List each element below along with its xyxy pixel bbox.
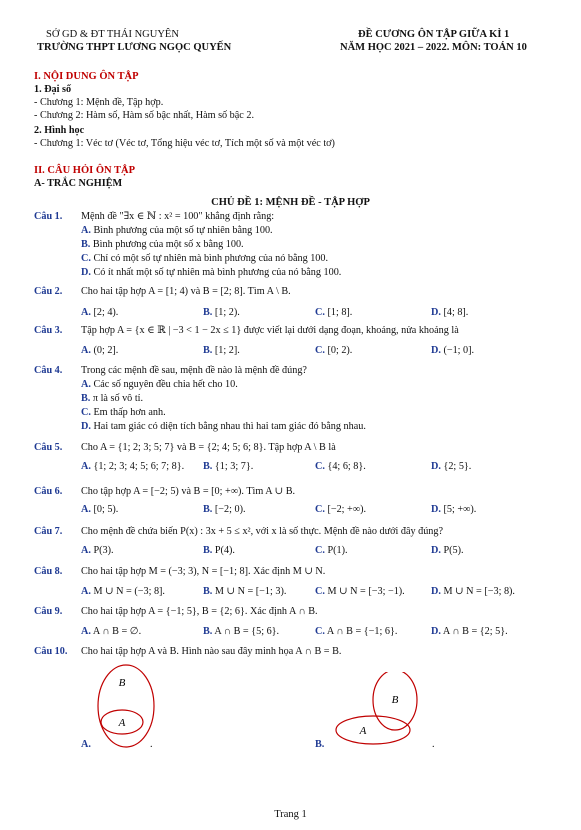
venn-label-inner: A <box>359 725 367 737</box>
option-letter: B. <box>203 586 213 597</box>
option-letter: A. <box>81 345 91 356</box>
option-text: (−1; 0]. <box>443 345 475 356</box>
question-text: Tập hợp A = {x ∈ ℝ | −3 < 1 − 2x ≤ 1} được viết lại dưới dạng đoạn, khoảng, nửa khoảng là <box>81 325 459 336</box>
part-heading: A- TRẮC NGHIỆM <box>34 178 123 189</box>
option-text: M ∪ N = [−1; 3). <box>214 586 287 597</box>
option-letter: B. <box>81 393 91 404</box>
option-text: [1; 2). <box>214 307 240 318</box>
option-letter: D. <box>431 504 441 515</box>
option-text: P(5). <box>443 545 464 556</box>
question-text: Cho mệnh đề chứa biến P(x) : 3x + 5 ≤ x², với x là số thực. Mệnh đề nào dưới đây đúng? <box>81 526 444 537</box>
option-d <box>431 504 476 517</box>
option-b-text: . <box>432 739 435 750</box>
topic-title: CHỦ ĐỀ 1: MỆNH ĐỀ - TẬP HỢP <box>211 197 370 208</box>
question-label: Câu 10. <box>34 646 68 657</box>
option-letter: B. <box>203 461 213 472</box>
page-number: Trang 1 <box>274 809 307 820</box>
option-text: π là số vô tỉ. <box>92 393 144 404</box>
option-letter: D. <box>81 421 91 432</box>
option-letter: A. <box>81 307 91 318</box>
option-a <box>81 739 91 752</box>
option-letter: B. <box>203 345 213 356</box>
option-d <box>431 307 468 320</box>
option-text: [0; 2). <box>327 345 353 356</box>
option-text: [1; 8]. <box>327 307 353 318</box>
option-row <box>81 407 166 420</box>
venn-label-outer: B <box>391 694 399 706</box>
option-text: [1; 2]. <box>214 345 240 356</box>
option-a <box>81 461 184 474</box>
option-letter: C. <box>315 461 325 472</box>
option-letter: D. <box>81 267 91 278</box>
option-letter: C. <box>315 586 325 597</box>
question-text: Mệnh đề "∃x ∈ ℕ : x² = 100" khẳng định rằng: <box>81 211 275 222</box>
question-text: Cho hai tập hợp M = (−3; 3), N = [−1; 8]. Xác định M ∪ N. <box>81 566 326 577</box>
venn-label-inner: A <box>118 717 126 729</box>
option-letter: D. <box>431 545 441 556</box>
question-text: Cho hai tập hợp A và B. Hình nào sau đây minh họa A ∩ B = B. <box>81 646 342 657</box>
option-text: Có ít nhất một số tự nhiên mà bình phương của nó bằng 100. <box>93 267 342 278</box>
option-text: A ∩ B = {2; 5}. <box>442 626 508 637</box>
option-text: Hai tam giác có diện tích bằng nhau thì hai tam giác đó bằng nhau. <box>93 421 366 432</box>
option-letter: D. <box>431 345 441 356</box>
option-letter: A. <box>81 504 91 515</box>
option-text: [4; 8]. <box>443 307 469 318</box>
option-row <box>81 379 238 392</box>
question-text: Trong các mệnh đề sau, mệnh đề nào là mệnh đề đúng? <box>81 365 307 376</box>
algebra-heading: 1. Đại số <box>34 84 72 95</box>
option-b <box>203 586 286 599</box>
option-text: Bình phương của một số x bằng 100. <box>92 239 244 250</box>
document-title: ĐỀ CƯƠNG ÔN TẬP GIỮA KÌ 1 <box>358 29 510 40</box>
school-name: TRƯỜNG THPT LƯƠNG NGỌC QUYẾN <box>37 42 232 53</box>
question-label: Câu 5. <box>34 442 63 453</box>
option-text: {2; 5}. <box>443 461 472 472</box>
option-text: {1; 3; 7}. <box>214 461 254 472</box>
question-label: Câu 7. <box>34 526 63 537</box>
option-text: {1; 2; 3; 4; 5; 6; 7; 8}. <box>93 461 185 472</box>
option-b <box>203 307 240 320</box>
option-text: A ∩ B = ∅. <box>92 626 142 637</box>
venn-label-outer: B <box>118 677 126 689</box>
option-letter: B. <box>81 239 91 250</box>
question-label: Câu 6. <box>34 486 63 497</box>
option-a <box>81 504 118 517</box>
option-text: P(4). <box>214 545 235 556</box>
option-row <box>81 393 143 406</box>
option-text: P(3). <box>93 545 114 556</box>
option-text: P(1). <box>327 545 348 556</box>
option-letter: C. <box>81 253 91 264</box>
option-letter: A. <box>81 545 91 556</box>
algebra-item: - Chương 2: Hàm số, Hàm số bậc nhất, Hàm số bậc 2. <box>34 110 254 121</box>
option-b <box>203 626 279 639</box>
option-a <box>81 545 114 558</box>
option-a <box>81 626 141 639</box>
option-c <box>315 345 352 358</box>
option-letter: C. <box>81 407 91 418</box>
option-letter: C. <box>315 626 325 637</box>
option-c <box>315 626 397 639</box>
option-letter: D. <box>431 626 441 637</box>
option-d <box>431 626 508 639</box>
option-text: Chỉ có một số tự nhiên mà bình phương của nó bằng 100. <box>93 253 329 264</box>
option-letter: C. <box>315 504 325 515</box>
venn-diagram-b <box>325 672 455 752</box>
department-name: SỞ GD & ĐT THÁI NGUYÊN <box>46 29 179 40</box>
option-letter: C. <box>315 545 325 556</box>
option-letter: A. <box>81 739 91 750</box>
option-letter: B. <box>203 545 213 556</box>
option-c <box>315 504 366 517</box>
option-text: {4; 6; 8}. <box>327 461 366 472</box>
option-b <box>203 504 246 517</box>
venn-outer-ellipse <box>98 665 154 747</box>
geometry-item: - Chương 1: Véc tơ (Véc tơ, Tổng hiệu véc tơ, Tích một số và một véc tơ) <box>34 138 335 149</box>
option-text: A ∩ B = {5; 6}. <box>214 626 280 637</box>
question-text: Cho hai tập hợp A = [1; 4) và B = [2; 8]. Tìm A \ B. <box>81 286 291 297</box>
section-title-content: I. NỘI DUNG ÔN TẬP <box>34 71 139 82</box>
option-text: A ∩ B = {−1; 6}. <box>326 626 398 637</box>
algebra-item: - Chương 1: Mệnh đề, Tập hợp. <box>34 97 164 108</box>
option-letter: A. <box>81 461 91 472</box>
option-row <box>81 225 273 238</box>
option-a <box>81 345 118 358</box>
option-a <box>81 307 118 320</box>
option-letter: A. <box>81 225 91 236</box>
venn-diagram-a <box>84 662 194 752</box>
option-text: [0; 5). <box>93 504 119 515</box>
option-c <box>315 586 405 599</box>
option-letter: B. <box>315 739 325 750</box>
question-label: Câu 4. <box>34 365 63 376</box>
option-c <box>315 545 348 558</box>
option-text: M ∪ N = [−3; 8). <box>443 586 515 597</box>
option-b <box>203 345 240 358</box>
option-d <box>431 545 464 558</box>
option-row <box>81 267 341 280</box>
option-a-text: . <box>150 739 153 750</box>
option-d <box>431 461 471 474</box>
option-letter: B. <box>203 307 213 318</box>
option-letter: A. <box>81 626 91 637</box>
option-b <box>203 545 235 558</box>
option-row <box>81 239 244 252</box>
option-text: Các số nguyên đều chia hết cho 10. <box>93 379 238 390</box>
option-c <box>315 461 366 474</box>
option-text: Em thấp hơn anh. <box>93 407 166 418</box>
option-letter: D. <box>431 586 441 597</box>
school-year-subject: NĂM HỌC 2021 – 2022. MÔN: TOÁN 10 <box>340 42 527 53</box>
option-letter: B. <box>203 626 213 637</box>
option-text: M ∪ N = (−3; 8]. <box>93 586 165 597</box>
option-row <box>81 421 366 434</box>
option-letter: D. <box>431 307 441 318</box>
option-text: M ∪ N = [−3; −1). <box>327 586 405 597</box>
question-label: Câu 9. <box>34 606 63 617</box>
option-letter: A. <box>81 586 91 597</box>
option-letter: C. <box>315 345 325 356</box>
option-row <box>81 253 328 266</box>
option-letter: C. <box>315 307 325 318</box>
section-title-questions: II. CÂU HỎI ÔN TẬP <box>34 165 136 176</box>
option-text: Bình phương của một số tự nhiên bằng 100. <box>93 225 273 236</box>
option-letter: D. <box>431 461 441 472</box>
option-letter: A. <box>81 379 91 390</box>
question-label: Câu 3. <box>34 325 63 336</box>
question-text: Cho A = {1; 2; 3; 5; 7} và B = {2; 4; 5; 6; 8}. Tập hợp A \ B là <box>81 442 336 453</box>
option-text: [−2; 0). <box>214 504 246 515</box>
option-d <box>431 586 515 599</box>
option-b <box>315 739 324 752</box>
option-c <box>315 307 352 320</box>
option-letter: B. <box>203 504 213 515</box>
question-text: Cho tập hợp A = [−2; 5) và B = [0; +∞). Tìm A ∪ B. <box>81 486 296 497</box>
question-label: Câu 8. <box>34 566 63 577</box>
option-text: [2; 4). <box>93 307 119 318</box>
question-label: Câu 2. <box>34 286 63 297</box>
option-text: [−2; +∞). <box>327 504 367 515</box>
option-text: (0; 2]. <box>93 345 119 356</box>
option-d <box>431 345 474 358</box>
option-text: [5; +∞). <box>443 504 477 515</box>
question-label: Câu 1. <box>34 211 63 222</box>
question-text: Cho hai tập hợp A = {−1; 5}, B = {2; 6}. Xác định A ∩ B. <box>81 606 318 617</box>
geometry-heading: 2. Hình học <box>34 125 85 136</box>
option-b <box>203 461 253 474</box>
option-a <box>81 586 165 599</box>
